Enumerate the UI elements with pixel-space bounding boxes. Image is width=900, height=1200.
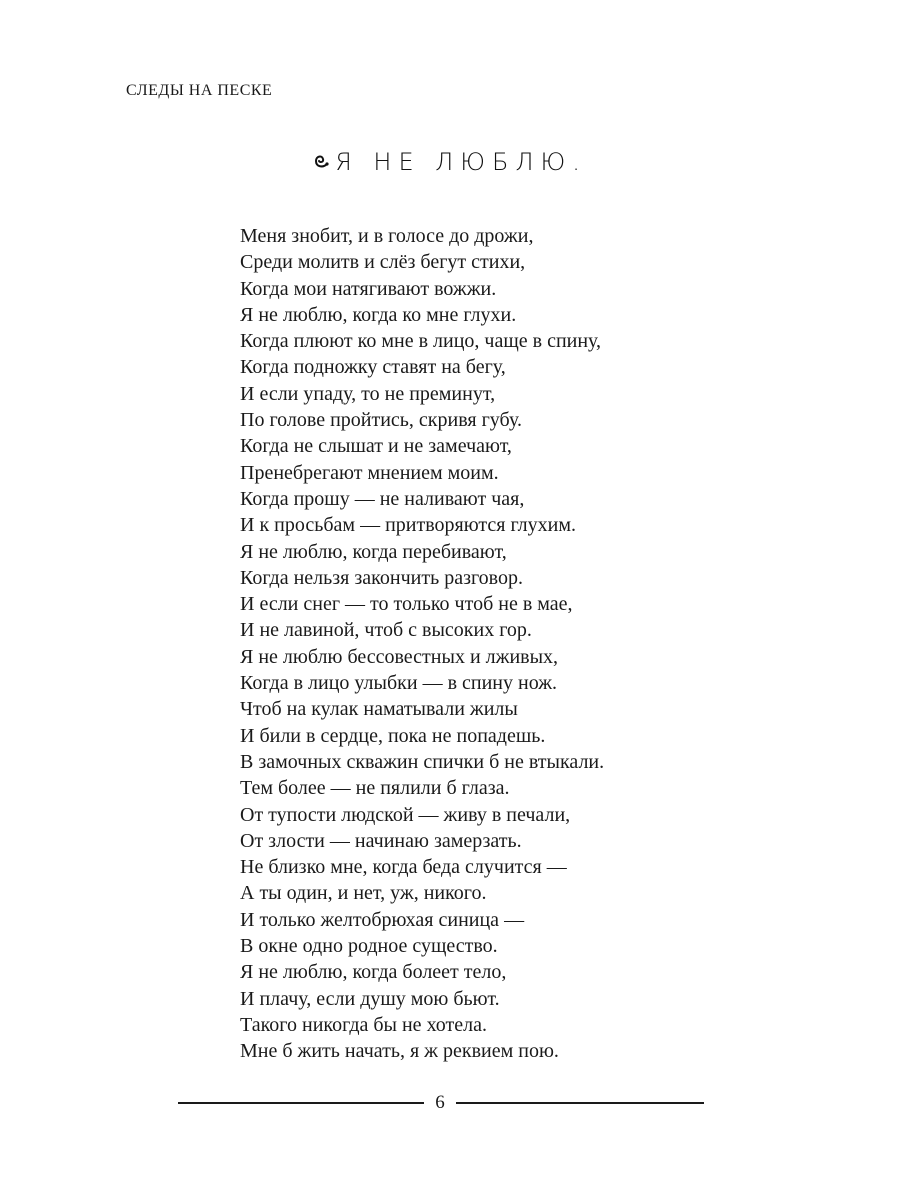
poem-line: Такого никогда бы не хотела. bbox=[240, 1013, 488, 1036]
running-head: СЛЕДЫ НА ПЕСКЕ bbox=[126, 82, 273, 99]
footer-rule-left bbox=[178, 1102, 424, 1104]
poem-line: И к просьбам — притворяются глухим. bbox=[240, 514, 576, 537]
poem-line: Не близко мне, когда беда случится — bbox=[240, 856, 567, 879]
poem-line: Когда в лицо улыбки — в спину нож. bbox=[240, 672, 558, 695]
poem-line: А ты один, и нет, уж, никого. bbox=[240, 882, 487, 905]
poem-line: Я не люблю, когда болеет тело, bbox=[240, 961, 507, 984]
poem-line: Я не люблю, когда ко мне глухи. bbox=[240, 303, 517, 326]
poem-line: Когда нельзя закончить разговор. bbox=[240, 566, 523, 589]
poem-line: В замочных скважин спички б не втыкали. bbox=[240, 750, 605, 773]
poem-line: Меня знобит, и в голосе до дрожи, bbox=[240, 225, 534, 247]
page-number: 6 bbox=[435, 1092, 445, 1113]
poem-line: И если упаду, то не преминут, bbox=[240, 382, 496, 405]
poem-line: Когда не слышат и не замечают, bbox=[240, 435, 512, 458]
poem-line: Пренебрегают мнением моим. bbox=[240, 461, 499, 484]
poem-body bbox=[240, 223, 604, 1065]
poem-title-text: Я НЕ ЛЮБЛЮ. bbox=[335, 148, 587, 176]
poem-line: От тупости людской — живу в печали, bbox=[240, 803, 571, 826]
poem-line: Когда плюют ко мне в лицо, чаще в спину, bbox=[240, 330, 602, 353]
page-footer bbox=[178, 1092, 704, 1116]
poem-line: И не лавиной, чтоб с высоких гор. bbox=[240, 619, 532, 642]
poem-line: По голове пройтись, скривя губу. bbox=[240, 409, 522, 432]
poem-line: Я не люблю, когда перебивают, bbox=[240, 540, 507, 563]
swirl-ornament-icon bbox=[313, 148, 331, 170]
poem-line: Я не люблю бессовестных и лживых, bbox=[240, 645, 559, 668]
poem-line: Когда мои натягивают вожжи. bbox=[240, 277, 497, 300]
footer-rule-right bbox=[456, 1102, 704, 1104]
poem-line: Среди молитв и слёз бегут стихи, bbox=[240, 251, 526, 274]
poem-title-wrap bbox=[0, 148, 900, 176]
poem-line: В окне одно родное существо. bbox=[240, 935, 498, 958]
poem-title bbox=[313, 148, 587, 176]
poem-line: Когда подножку ставят на бегу, bbox=[240, 356, 506, 379]
poem-line: Мне б жить начать, я ж реквием пою. bbox=[240, 1040, 559, 1063]
poem-line: И если снег — то только чтоб не в мае, bbox=[240, 593, 573, 616]
poem-line: И плачу, если душу мою бьют. bbox=[240, 987, 500, 1010]
poem-line: Когда прошу — не наливают чая, bbox=[240, 487, 525, 510]
poem-line: Тем более — не пялили б глаза. bbox=[240, 777, 510, 800]
poem-line: Чтоб на кулак наматывали жилы bbox=[240, 698, 518, 721]
poem-line: От злости — начинаю замерзать. bbox=[240, 829, 522, 852]
poem-line: И били в сердце, пока не попадешь. bbox=[240, 724, 546, 747]
poem-line: И только желтобрюхая синица — bbox=[240, 908, 525, 931]
